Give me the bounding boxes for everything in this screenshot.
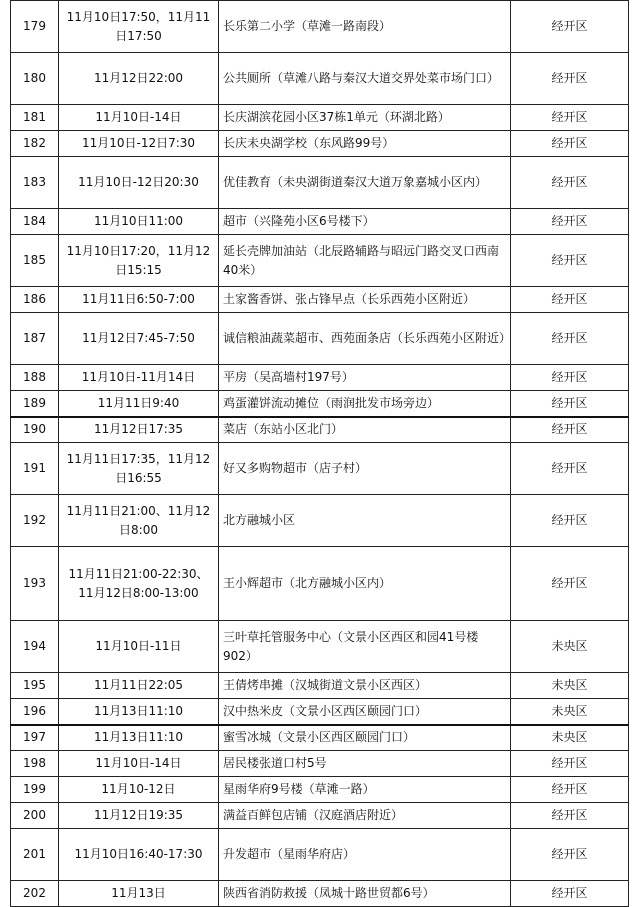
row-place: 汉中热米皮（文景小区西区颐园门口） [219, 699, 511, 725]
row-number: 183 [11, 157, 59, 209]
row-district: 经开区 [511, 235, 629, 287]
row-number: 199 [11, 777, 59, 803]
row-district: 经开区 [511, 287, 629, 313]
table-row [11, 53, 629, 105]
table-row [11, 391, 629, 417]
row-place: 诚信粮油蔬菜超市、西苑面条店（长乐西苑小区附近） [219, 313, 511, 365]
row-number: 194 [11, 621, 59, 673]
row-district: 经开区 [511, 417, 629, 443]
table-row [11, 777, 629, 803]
row-district: 经开区 [511, 157, 629, 209]
row-district: 经开区 [511, 829, 629, 881]
table-row [11, 365, 629, 391]
row-time: 11月11日21:00、11月12日8:00 [59, 495, 219, 547]
table-row [11, 105, 629, 131]
row-place: 居民楼张道口村5号 [219, 751, 511, 777]
row-time: 11月10日16:40-17:30 [59, 829, 219, 881]
row-district: 经开区 [511, 803, 629, 829]
table-row [11, 621, 629, 673]
row-number: 185 [11, 235, 59, 287]
table-row [11, 673, 629, 699]
table-row [11, 157, 629, 209]
row-time: 11月12日22:00 [59, 53, 219, 105]
row-district: 未央区 [511, 725, 629, 751]
row-place: 升发超市（星雨华府店） [219, 829, 511, 881]
table-row [11, 547, 629, 621]
row-time: 11月11日21:00-22:30、11月12日8:00-13:00 [59, 547, 219, 621]
row-place: 平房（吴高墙村197号） [219, 365, 511, 391]
row-time: 11月10日-12日7:30 [59, 131, 219, 157]
row-place: 土家酱香饼、张占锋早点（长乐西苑小区附近） [219, 287, 511, 313]
row-place: 优佳教育（未央湖街道秦汉大道万象嘉城小区内） [219, 157, 511, 209]
row-number: 186 [11, 287, 59, 313]
table-row [11, 287, 629, 313]
row-number: 201 [11, 829, 59, 881]
row-time: 11月10日-14日 [59, 751, 219, 777]
row-district: 经开区 [511, 209, 629, 235]
row-district: 经开区 [511, 1, 629, 53]
table-row [11, 443, 629, 495]
row-place: 好又多购物超市（店子村） [219, 443, 511, 495]
row-district: 经开区 [511, 131, 629, 157]
row-time: 11月11日22:05 [59, 673, 219, 699]
row-time: 11月11日9:40 [59, 391, 219, 417]
row-district: 未央区 [511, 699, 629, 725]
row-place: 蜜雪冰城（文景小区西区颐园门口） [219, 725, 511, 751]
row-number: 189 [11, 391, 59, 417]
row-number: 187 [11, 313, 59, 365]
table-row [11, 417, 629, 443]
table-row [11, 751, 629, 777]
row-district: 经开区 [511, 751, 629, 777]
row-district: 经开区 [511, 547, 629, 621]
row-place: 延长壳牌加油站（北辰路辅路与昭远门路交叉口西南40米） [219, 235, 511, 287]
row-place: 满益百鲜包店铺（汉庭酒店附近） [219, 803, 511, 829]
row-time: 11月13日11:10 [59, 699, 219, 725]
row-number: 193 [11, 547, 59, 621]
row-place: 星雨华府9号楼（草滩一路） [219, 777, 511, 803]
row-time: 11月10日-11月14日 [59, 365, 219, 391]
row-place: 公共厕所（草滩八路与秦汉大道交界处菜市场门口） [219, 53, 511, 105]
row-district: 经开区 [511, 391, 629, 417]
row-time: 11月13日11:10 [59, 725, 219, 751]
row-time: 11月10-12日 [59, 777, 219, 803]
row-number: 198 [11, 751, 59, 777]
row-district: 经开区 [511, 495, 629, 547]
table-sheet [10, 0, 628, 907]
table-row [11, 881, 629, 907]
row-number: 179 [11, 1, 59, 53]
row-number: 190 [11, 417, 59, 443]
row-time: 11月10日11:00 [59, 209, 219, 235]
row-number: 192 [11, 495, 59, 547]
table-row [11, 235, 629, 287]
row-place: 陕西省消防救援（凤城十路世贸都6号） [219, 881, 511, 907]
location-table [10, 0, 629, 907]
row-place: 王小辉超市（北方融城小区内） [219, 547, 511, 621]
row-district: 经开区 [511, 105, 629, 131]
table-row [11, 495, 629, 547]
row-district: 经开区 [511, 777, 629, 803]
row-time: 11月10日-11日 [59, 621, 219, 673]
row-number: 202 [11, 881, 59, 907]
row-district: 经开区 [511, 881, 629, 907]
row-place: 北方融城小区 [219, 495, 511, 547]
row-place: 菜店（东站小区北门） [219, 417, 511, 443]
row-number: 200 [11, 803, 59, 829]
row-number: 181 [11, 105, 59, 131]
row-number: 188 [11, 365, 59, 391]
row-number: 191 [11, 443, 59, 495]
row-place: 长庆未央湖学校（东风路99号） [219, 131, 511, 157]
row-time: 11月12日17:35 [59, 417, 219, 443]
row-place: 鸡蛋灌饼流动摊位（雨润批发市场旁边） [219, 391, 511, 417]
row-district: 经开区 [511, 443, 629, 495]
row-district: 未央区 [511, 673, 629, 699]
row-number: 195 [11, 673, 59, 699]
row-district: 未央区 [511, 621, 629, 673]
table-row [11, 829, 629, 881]
row-number: 197 [11, 725, 59, 751]
row-place: 长庆湖滨花园小区37栋1单元（环湖北路） [219, 105, 511, 131]
row-district: 经开区 [511, 365, 629, 391]
row-time: 11月11日6:50-7:00 [59, 287, 219, 313]
row-time: 11月12日19:35 [59, 803, 219, 829]
row-number: 184 [11, 209, 59, 235]
table-row [11, 209, 629, 235]
table-row [11, 1, 629, 53]
table-row [11, 803, 629, 829]
row-number: 180 [11, 53, 59, 105]
row-number: 182 [11, 131, 59, 157]
row-district: 经开区 [511, 53, 629, 105]
row-time: 11月10日17:50，11月11日17:50 [59, 1, 219, 53]
row-time: 11月13日 [59, 881, 219, 907]
table-row [11, 699, 629, 725]
row-time: 11月10日17:20，11月12日15:15 [59, 235, 219, 287]
table-row [11, 725, 629, 751]
row-time: 11月12日7:45-7:50 [59, 313, 219, 365]
row-district: 经开区 [511, 313, 629, 365]
table-row [11, 131, 629, 157]
row-place: 超市（兴隆苑小区6号楼下） [219, 209, 511, 235]
row-place: 王倩烤串摊（汉城街道文景小区西区） [219, 673, 511, 699]
table-row [11, 313, 629, 365]
row-time: 11月10日-12日20:30 [59, 157, 219, 209]
table-body [11, 1, 629, 907]
row-time: 11月10日-14日 [59, 105, 219, 131]
row-time: 11月11日17:35，11月12日16:55 [59, 443, 219, 495]
row-place: 长乐第二小学（草滩一路南段） [219, 1, 511, 53]
row-place: 三叶草托管服务中心（文景小区西区和园41号楼902） [219, 621, 511, 673]
row-number: 196 [11, 699, 59, 725]
